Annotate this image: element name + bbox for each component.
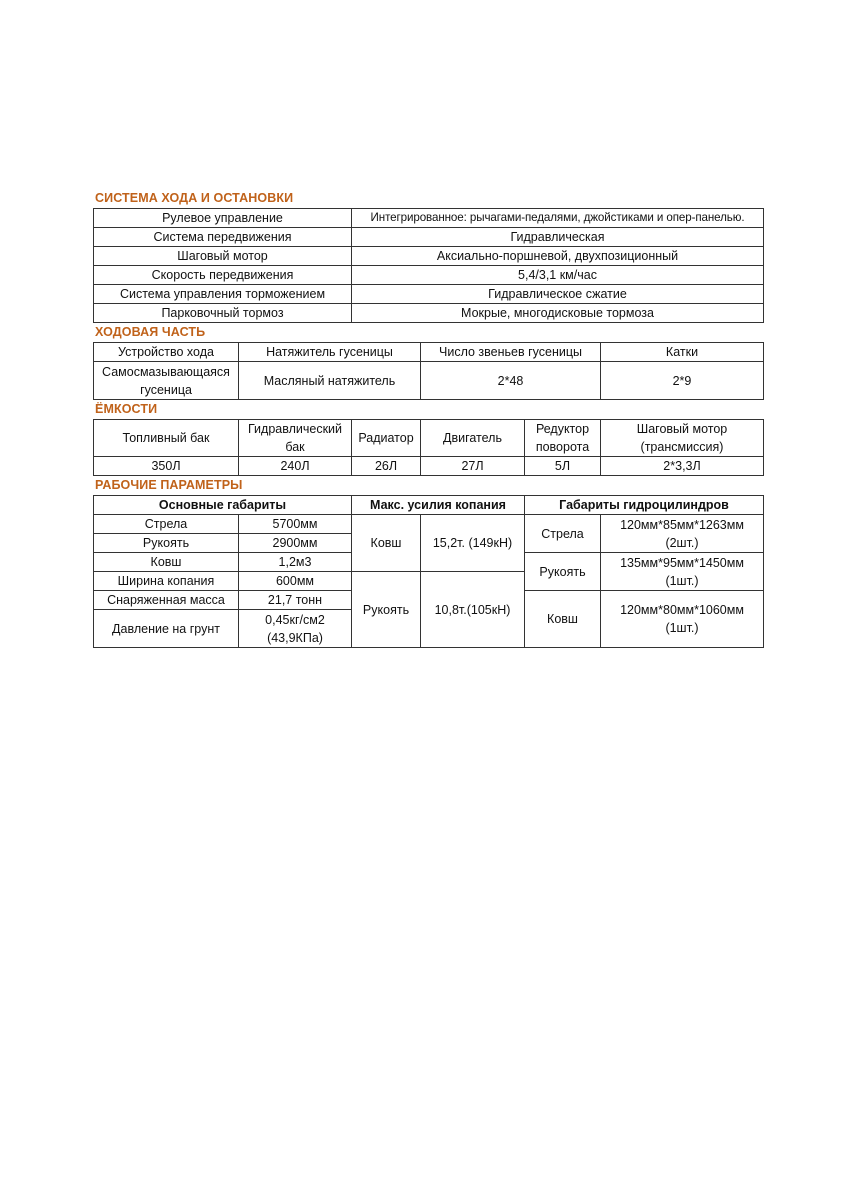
capacity-header: Радиатор — [352, 420, 421, 457]
capacities-table — [93, 419, 764, 476]
force-label: Ковш — [352, 515, 421, 572]
table-row — [94, 247, 764, 266]
travel-speed-label: Скорость передвижения — [94, 266, 352, 285]
steering-value: Интегрированное: рычагами-педалями, джойстиками и опер-панелью. — [352, 209, 764, 228]
force-value: 10,8т.(105кН) — [421, 572, 525, 648]
table-row — [94, 209, 764, 228]
table-row — [94, 496, 764, 515]
dim-value: 5700мм — [239, 515, 352, 534]
force-label: Рукоять — [352, 572, 421, 648]
undercarriage-header: Натяжитель гусеницы — [239, 343, 421, 362]
table-row — [94, 362, 764, 400]
cylinder-value: 135мм*95мм*1450мм (1шт.) — [601, 553, 764, 591]
capacity-value: 26Л — [352, 457, 421, 476]
dim-value: 21,7 тонн — [239, 591, 352, 610]
force-value: 15,2т. (149кН) — [421, 515, 525, 572]
capacity-header: Редуктор поворота — [525, 420, 601, 457]
travel-motor-label: Шаговый мотор — [94, 247, 352, 266]
undercarriage-header: Катки — [601, 343, 764, 362]
brake-system-value: Гидравлическое сжатие — [352, 285, 764, 304]
dim-label: Давление на грунт — [94, 610, 239, 648]
section-title-working: РАБОЧИЕ ПАРАМЕТРЫ — [95, 478, 243, 492]
dim-value: 0,45кг/см2 (43,9КПа) — [239, 610, 352, 648]
steering-label: Рулевое управление — [94, 209, 352, 228]
parking-brake-label: Парковочный тормоз — [94, 304, 352, 323]
capacity-value: 350Л — [94, 457, 239, 476]
capacity-value: 2*3,3Л — [601, 457, 764, 476]
capacity-value: 5Л — [525, 457, 601, 476]
cylinder-value: 120мм*85мм*1263мм (2шт.) — [601, 515, 764, 553]
capacity-value: 27Л — [421, 457, 525, 476]
brake-system-label: Система управления торможением — [94, 285, 352, 304]
movement-table — [93, 208, 764, 323]
section-title-capacities: ЁМКОСТИ — [95, 402, 158, 416]
dim-label: Ковш — [94, 553, 239, 572]
dims-header: Основные габариты — [94, 496, 352, 515]
cylinder-value: 120мм*80мм*1060мм (1шт.) — [601, 591, 764, 648]
undercarriage-header: Устройство хода — [94, 343, 239, 362]
dim-label: Ширина копания — [94, 572, 239, 591]
table-row — [94, 304, 764, 323]
capacity-header: Шаговый мотор (трансмиссия) — [601, 420, 764, 457]
undercarriage-value: 2*9 — [601, 362, 764, 400]
section-title-movement: СИСТЕМА ХОДА И ОСТАНОВКИ — [95, 191, 294, 205]
dim-label: Рукоять — [94, 534, 239, 553]
table-row — [94, 228, 764, 247]
undercarriage-table — [93, 342, 764, 400]
capacity-header: Гидравлический бак — [239, 420, 352, 457]
table-row — [94, 420, 764, 457]
dim-label: Снаряженная масса — [94, 591, 239, 610]
undercarriage-value: 2*48 — [421, 362, 601, 400]
dim-value: 2900мм — [239, 534, 352, 553]
undercarriage-header: Число звеньев гусеницы — [421, 343, 601, 362]
parking-brake-value: Мокрые, многодисковые тормоза — [352, 304, 764, 323]
working-table — [93, 495, 764, 648]
table-row — [94, 266, 764, 285]
table-row — [94, 457, 764, 476]
dim-label: Стрела — [94, 515, 239, 534]
section-title-undercarriage: ХОДОВАЯ ЧАСТЬ — [95, 325, 206, 339]
table-row — [94, 343, 764, 362]
capacity-header: Двигатель — [421, 420, 525, 457]
cylinder-label: Ковш — [525, 591, 601, 648]
travel-speed-value: 5,4/3,1 км/час — [352, 266, 764, 285]
capacity-header: Топливный бак — [94, 420, 239, 457]
travel-motor-value: Аксиально-поршневой, двухпозиционный — [352, 247, 764, 266]
cylinder-label: Стрела — [525, 515, 601, 553]
dim-value: 1,2м3 — [239, 553, 352, 572]
dim-value: 600мм — [239, 572, 352, 591]
undercarriage-value: Масляный натяжитель — [239, 362, 421, 400]
undercarriage-value: Самосмазывающаяся гусеница — [94, 362, 239, 400]
table-row — [94, 515, 764, 534]
cylinders-header: Габариты гидроцилиндров — [525, 496, 764, 515]
table-row — [94, 285, 764, 304]
capacity-value: 240Л — [239, 457, 352, 476]
drive-system-label: Система передвижения — [94, 228, 352, 247]
drive-system-value: Гидравлическая — [352, 228, 764, 247]
force-header: Макс. усилия копания — [352, 496, 525, 515]
cylinder-label: Рукоять — [525, 553, 601, 591]
